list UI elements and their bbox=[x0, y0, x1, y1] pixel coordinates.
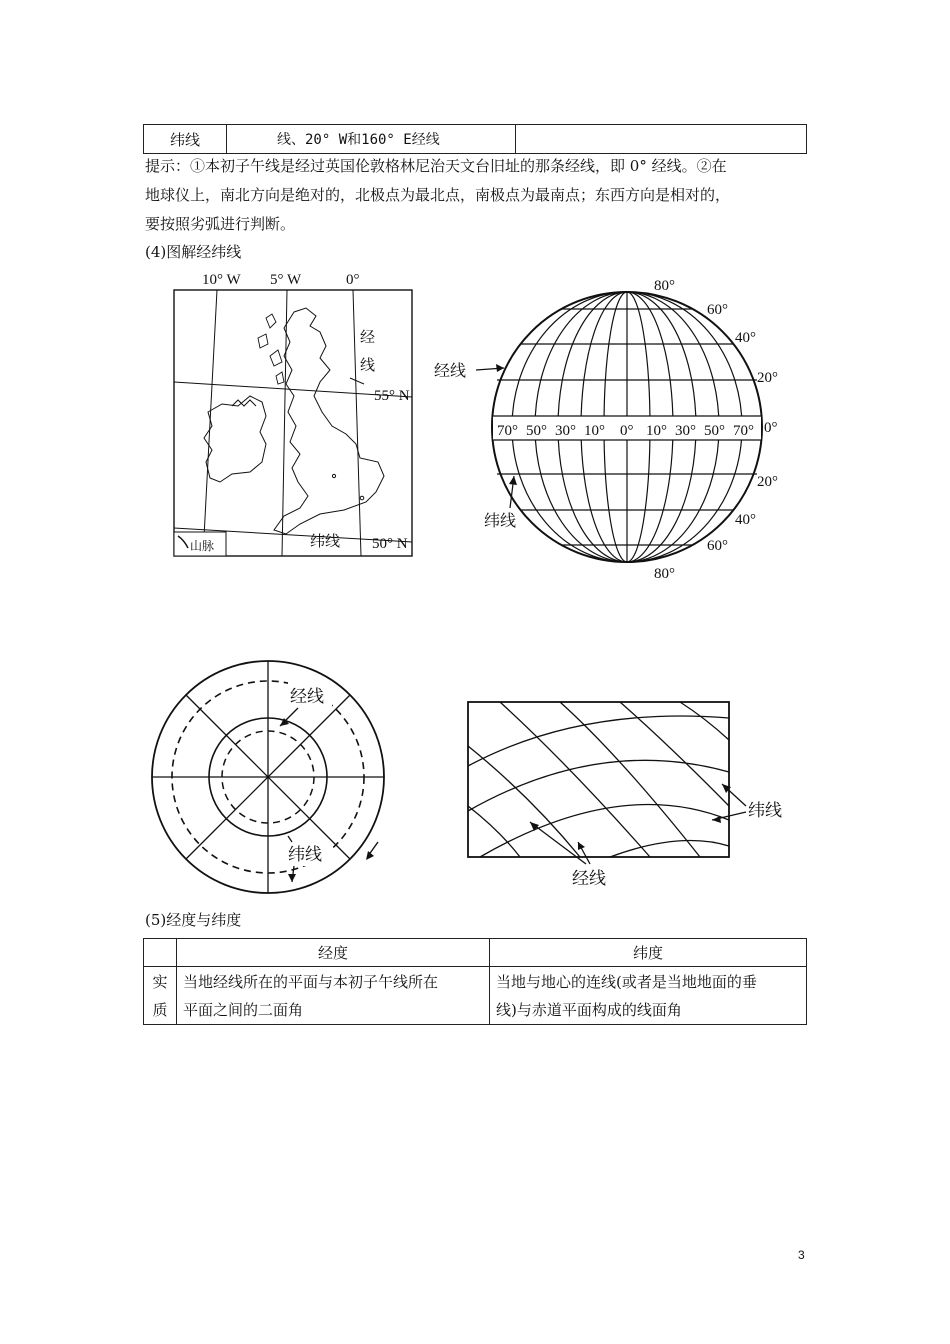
map-lon-0: 0° bbox=[346, 272, 360, 288]
map-lon-10w: 10° W bbox=[202, 272, 241, 288]
map-parallel-label: 纬线 bbox=[310, 534, 341, 550]
globe-lat-80n: 80° bbox=[654, 278, 675, 294]
lat-definition-cell bbox=[490, 967, 807, 1025]
globe-lon-70e: 70° bbox=[733, 423, 754, 439]
lon-lat-header-empty bbox=[144, 939, 177, 967]
globe-lon-30e: 30° bbox=[675, 423, 696, 439]
globe-lon-70w: 70° bbox=[497, 423, 518, 439]
hint-line-2: 地球仪上，南北方向是绝对的，北极点为最北点，南极点为最南点；东西方向是相对的， bbox=[145, 186, 731, 204]
page-number: 3 bbox=[798, 1248, 805, 1262]
globe-lon-0: 0° bbox=[620, 423, 634, 439]
globe-meridian-arrowhead bbox=[496, 364, 504, 372]
globe-lat-40s: 40° bbox=[735, 512, 756, 528]
map-meridian-10w bbox=[203, 290, 217, 556]
lon-lat-table bbox=[143, 938, 807, 1025]
lat-definition-line-1: 当地与地心的连线(或者是当地地面的垂 bbox=[496, 972, 757, 991]
globe-diagram bbox=[430, 268, 790, 586]
row-label-char-1: 实 bbox=[152, 972, 168, 991]
top-table-cell-3 bbox=[516, 125, 807, 154]
hint-line-3: 要按照劣弧进行判断。 bbox=[145, 215, 296, 233]
globe-lon-30w: 30° bbox=[555, 423, 576, 439]
globe-lat-80s: 80° bbox=[654, 566, 675, 582]
globe-lat-40n: 40° bbox=[735, 330, 756, 346]
lat-definition-line-2: 线)与赤道平面构成的线面角 bbox=[496, 1000, 682, 1019]
map-meridian-label-1: 经 bbox=[360, 330, 376, 346]
lon-definition-cell bbox=[177, 967, 490, 1025]
lon-definition-line-1: 当地经线所在的平面与本初子午线所在 bbox=[183, 972, 439, 991]
map-city-1 bbox=[332, 474, 335, 477]
globe-lat-20n: 20° bbox=[757, 370, 778, 386]
top-table-cell-2-text: 线、20° W和160° E经线 bbox=[277, 132, 440, 148]
top-table-cell-1: 纬线 bbox=[144, 125, 227, 154]
polar-diagram bbox=[148, 652, 400, 904]
grid-meridian-arrowhead-1 bbox=[530, 822, 539, 831]
globe-meridian-label: 经线 bbox=[434, 363, 467, 380]
polar-parallel-arrowhead bbox=[288, 874, 296, 882]
grid-meridian-label: 经线 bbox=[572, 869, 606, 888]
section-4-title: (4)图解经纬线 bbox=[145, 243, 242, 261]
globe-lon-10e: 10° bbox=[646, 423, 667, 439]
top-table-cell-2 bbox=[227, 125, 516, 154]
globe-lat-equator: 0° bbox=[764, 420, 778, 436]
grid-diagram bbox=[460, 696, 805, 894]
polar-meridian-label: 经线 bbox=[290, 687, 324, 706]
grid-meridians bbox=[468, 702, 729, 857]
globe-lon-10w: 10° bbox=[584, 423, 605, 439]
globe-lon-50w: 50° bbox=[526, 423, 547, 439]
grid-parallel-arrowhead-2 bbox=[712, 816, 721, 823]
globe-lat-60n: 60° bbox=[707, 302, 728, 318]
map-island-3 bbox=[270, 350, 282, 366]
map-lat-50n: 50° N bbox=[372, 536, 408, 552]
map-island-1 bbox=[266, 314, 276, 328]
grid-parallel-label: 纬线 bbox=[748, 801, 782, 820]
map-city-2 bbox=[360, 496, 364, 500]
section-5-title: (5)经度与纬度 bbox=[145, 911, 242, 929]
row-label-char-2: 质 bbox=[152, 1000, 168, 1019]
lon-lat-header-lat: 纬度 bbox=[490, 939, 807, 967]
globe-parallel-arrowhead bbox=[509, 476, 517, 485]
top-table bbox=[143, 124, 807, 154]
map-ireland bbox=[204, 396, 266, 482]
globe-parallel-label: 纬线 bbox=[484, 513, 517, 530]
lon-lat-row-label bbox=[144, 967, 177, 1025]
globe-lat-20s: 20° bbox=[757, 474, 778, 490]
map-meridian-pointer bbox=[350, 378, 364, 384]
polar-parallel-label: 纬线 bbox=[288, 845, 322, 864]
globe-longitude-labels bbox=[497, 423, 754, 439]
lon-definition-line-2: 平面之间的二面角 bbox=[183, 1000, 304, 1019]
hint-line-1: 提示：①本初子午线是经过英国伦敦格林尼治天文台旧址的那条经线，即 0° 经线。②在 bbox=[145, 157, 727, 175]
map-lat-55n: 55° N bbox=[374, 388, 410, 404]
map-legend-text: 山脉 bbox=[190, 539, 215, 553]
map-meridian-label-2: 线 bbox=[360, 358, 376, 374]
map-island-2 bbox=[258, 334, 268, 348]
map-lon-5w: 5° W bbox=[270, 272, 302, 288]
lon-lat-header-lon: 经度 bbox=[177, 939, 490, 967]
grid-parallels bbox=[468, 716, 729, 857]
britain-map bbox=[170, 266, 420, 562]
map-island-4 bbox=[276, 372, 284, 384]
polar-parallel-arrow-1 bbox=[288, 836, 292, 842]
globe-lon-50e: 50° bbox=[704, 423, 725, 439]
globe-lat-60s: 60° bbox=[707, 538, 728, 554]
